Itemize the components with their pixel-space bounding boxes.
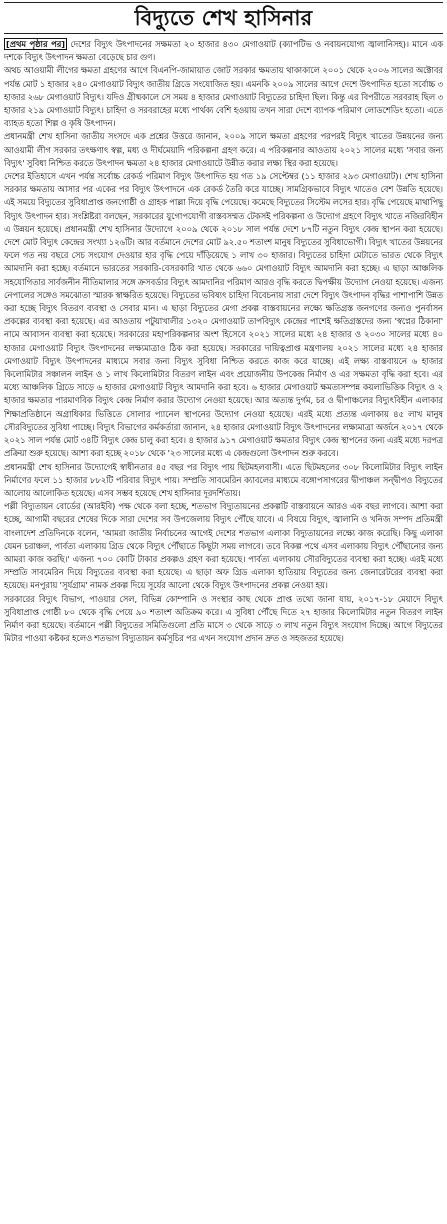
paragraph-7: সরকারের বিদ্যুৎ বিভাগ, পাওয়ার সেল, বিভিন্ন কোম্পানি ও সংস্থার কাছ থেকে প্রাপ্ত তথ্যে জানা যায়, ২০১৭-১৮ মেয়াদে বিদ্যুৎ সুবিধাপ্রাপ্ত গোষ্ঠী ৮০ থেকে বৃদ্ধি পেয়ে ৯০ শতাংশ অতিক্রম করে। এ সুবিধা পৌঁছে দিতে ২৭ হাজার কিলোমিটার নতুন বিতরণ লাইন নির্মাণ করা হয়েছে। বর্তমানে পল্লী বিদ্যুতের সমিতিগুলো প্রতি মাসে ৩ থেকে সাড়ে ৩ লাখ নতুন বিদ্যুৎ সংযোগ দিচ্ছে। আগে বিদ্যুতের মিটার পাওয়া কষ্টকর হলেও শতভাগ বিদ্যুতায়ন কর্মসূচির পর এখন সংযোগ প্রদান দ্রুত ও সহজতর হয়েছে। bbox=[4, 593, 443, 644]
headline-box bbox=[4, 2, 443, 34]
paragraph-6: পল্লী বিদ্যুতায়ন বোর্ডের (আরইবি) পক্ষ থেকে বলা হচ্ছে, শতভাগ বিদ্যুতায়নের প্রকল্পটি বাস্তবায়নে আরও এক বছর লাগবে। আশা করা হচ্ছে, আগামী বছরের শেষের দিকে সারা দেশের সব উপজেলায় বিদ্যুৎ পৌঁছে যাবে। এ বিষয়ে বিদ্যুৎ, জ্বালানি ও খনিজ সম্পদ প্রতিমন্ত্রী বাংলাদেশ প্রতিদিনকে বলেন, 'আমরা জাতীয় নির্বাচনের আগেই দেশের শতভাগ এলাকা বিদ্যুতায়নের লক্ষ্যে কাজ করেছি। কিছু এলাকা যেমন চরাঞ্চল, পার্বত্য এলাকায় গ্রিড থেকে বিদ্যুৎ পৌঁছাতে কিছুটা সময় লাগবে। তবে বিকল্প পথে এসব এলাকায় বিদ্যুৎ পৌঁছানোর জন্য আমরা কাজ করছি।' এজন্য ৭০০ কোটি টাকার প্রকল্পও গ্রহণ করা হয়েছে। পার্বত্য এলাকায় সৌরবিদ্যুতের ব্যবস্থা করা হচ্ছে। এরই মধ্যে সম্প্রতি সাবমেরিন দিয়ে বিদ্যুতের ব্যবস্থা করা হয়েছে। এ ছাড়া অফ গ্রিড এলাকা হাতিয়ায় বিদ্যুতের জন্য জেনারেটরের ব্যবস্থা করা হয়েছে। মনপুরায় 'সূর্যগ্রাম' নামক প্রকল্প দিয়ে সূর্যের আলো থেকে বিদ্যুৎ উৎপাদনের প্রকল্প নেওয়া হয়। bbox=[4, 501, 443, 591]
continued-from-front-page-label: [প্রথম পৃষ্ঠার পর] bbox=[6, 39, 66, 49]
paragraph-3: প্রধানমন্ত্রী শেখ হাসিনা জাতীয় সংসদে এক প্রশ্নের উত্তরে জানান, ২০০৯ সালে ক্ষমতা গ্রহণের পরপরই বিদ্যুৎ খাতের উন্নয়নের জন্য আওয়ামী লীগ সরকার তৎক্ষণাৎ স্বল্প, মধ্য ও দীর্ঘমেয়াদি পরিকল্পনা গ্রহণ করে। এ পরিকল্পনার আওতায় ২০২১ সালের মধ্যে 'সবার জন্য বিদ্যুৎ' সুবিধা নিশ্চিত করতে উৎপাদন ক্ষমতা ২৪ হাজার মেগাওয়াটে উন্নীত করার লক্ষ্য স্থির করা হয়েছে। bbox=[4, 131, 443, 168]
paragraph-1 bbox=[4, 38, 443, 64]
headline: বিদ্যুতে শেখ হাসিনার bbox=[134, 5, 313, 30]
paragraph-text: দেশের বিদ্যুৎ উৎপাদনের সক্ষমতা ২০ হাজার ৪৩০ মেগাওয়াট (ক্যাপটিভ ও নবায়নযোগ্য জ্বালানিসহ)। মানে এক দশকে বিদ্যুৎ উৎপাদন ক্ষমতা বেড়েছে চার গুণ। bbox=[4, 39, 444, 63]
paragraph-2: অথচ আওয়ামী লীগের ক্ষমতা গ্রহণের আগে বিএনপি-জামায়াত জোট সরকার ক্ষমতায় থাকাকালে ২০০১ থেকে ২০০৬ সালের অক্টোবর পর্যন্ত মোট ১ হাজার ২৪০ মেগাওয়াট বিদ্যুৎ জাতীয় গ্রিডে সংযোজিত হয়। এমনকি ২০০৯ সালের আগে দেশে উৎপাদিত হতো সর্বোচ্চ ৩ হাজার ২৬৮ মেগাওয়াট বিদ্যুৎ। যদিও গ্রীষ্মকালে সে সময় ৪ হাজার মেগাওয়াট বিদ্যুতের চাহিদা ছিল। কিন্তু এর বিপরীতে সরবরাহ ছিল ৩ হাজার ২১৯ মেগাওয়াট বিদ্যুৎ। চাহিদা ও সরবরাহের মধ্যে পার্থক্য বেশি হওয়ায় তখন সারা দেশে ব্যাপক পরিমাণ লোডশেডিং হতো। এতে ব্যাহত হতো শিল্প ও কৃষি উৎপাদন। bbox=[4, 65, 443, 129]
paragraph-5: প্রধানমন্ত্রী শেখ হাসিনার উদ্যোগেই স্বাধীনতার ৪৫ বছর পর বিদ্যুৎ পায় ছিটমহলবাসী। এতে ছিটমহলের ৩০৮ কিলোমিটার বিদ্যুৎ লাইন নির্মাণের ফলে ১১ হাজার ৮৮২টি পরিবার বিদ্যুৎ পায়। সম্প্রতি সাবমেরিন ক্যাবলের মাধ্যমে বঙ্গোপসাগরের দ্বীপাঞ্চল সন্দ্বীপও বিদ্যুতের আলোয় আলোকিত হয়েছে। এসব সম্ভব হয়েছে শেখ হাসিনার দূরদর্শিতায়। bbox=[4, 461, 443, 498]
paragraph-4: দেশের ইতিহাসে এখন পর্যন্ত সর্বোচ্চ রেকর্ড পরিমাণ বিদ্যুৎ উৎপাদিত হয় গত ১৯ সেপ্টেম্বর (১১ হাজার ২৯৩ মেগাওয়াট)। শেখ হাসিনা সরকার ক্ষমতায় আসার পর একের পর বিদ্যুৎ উৎপাদনে এক রেকর্ড তৈরি করে যাচ্ছে। সামগ্রিকভাবে বিদ্যুৎ খাতেও বেশ উন্নতি হয়েছে। এই সময়ে বিদ্যুতের সুবিধাপ্রাপ্ত জনগোষ্ঠী ও গ্রাহক পাল্লা দিয়ে বৃদ্ধি পেয়েছে। কমেছে বিদ্যুতের সিস্টেম লসের হার। বৃদ্ধি পেয়েছে মাথাপিছু বিদ্যুৎ উৎপাদন হার। সংশ্লিষ্টরা বলছেন, সরকারের যুগোপযোগী বাস্তবসম্মত টেকসই পরিকল্পনা ও উদ্যোগ গ্রহণে বিদ্যুৎ খাতে নজিরবিহীন এ উন্নয়ন হয়েছে। প্রধানমন্ত্রী শেখ হাসিনার উদ্যোগে ২০০৯ থেকে ২০১৮ সাল পর্যন্ত দেশে ৮৭টি নতুন বিদ্যুৎ কেন্দ্র স্থাপন করা হয়েছে। দেশে মোট বিদ্যুৎ কেন্দ্রের সংখ্যা ১২৬টি। আর বর্তমানে দেশের মোট ৯২.৫০ শতাংশ মানুষ বিদ্যুতের সুবিধাভোগী। বিদ্যুৎ খাতের উন্নয়নের ফলে গত নয় বছরে সেচ সংযোগ দেওয়ার হার বৃদ্ধি পেয়ে দাঁড়িয়েছে ১ লাখ ৩০ হাজার। বিদ্যুতের চাহিদা মেটাতে ভারত থেকে বিদ্যুৎ আমদানি করা হচ্ছে। বর্তমানে ভারতের সরকারি-বেসরকারি খাত থেকে ৬৬০ মেগাওয়াট বিদ্যুৎ আমদানি করা হচ্ছে। এ ছাড়া আঞ্চলিক সহযোগিতার সার্বজনীন নীতিমালার সঙ্গে ক্রসবর্ডার বিদ্যুৎ আমদানির পরিমাণ আরও বৃদ্ধি করতে দ্বিপক্ষীয় উদ্যোগ নেওয়া হয়েছে। এজন্য নেপালের সঙ্গেও সমঝোতা স্মারক স্বাক্ষরিত হয়েছে। বিদ্যুতের ভবিষ্যৎ চাহিদা বিবেচনায় সারা দেশে বিদ্যুৎ উৎপাদন বৃদ্ধির পাশাপাশি উন্নত করা হচ্ছে বিদ্যুৎ বিতরণ ব্যবস্থা ও সেবার মান। এ ছাড়া বিদ্যুতের মেগা প্রকল্প বাস্তবায়নের লক্ষ্যে ক্ষতিগ্রস্ত জনগণের জন্যও পুনর্বাসন প্রকল্পের ব্যবস্থা করা হয়েছে। এর আওতায় পটুয়াখালীর ১৩২০ মেগাওয়াট তাপবিদ্যুৎ কেন্দ্রের পাশেই ক্ষতিগ্রস্তদের জন্য 'স্বপ্নের ঠিকানা' নামে আবাসন ব্যবস্থা করা হয়েছে। সরকারের মহাপরিকল্পনার অংশ হিসেবে ২০২১ সালের মধ্যে ২৪ হাজার ও ২০৩০ সালের মধ্যে ৪০ হাজার মেগাওয়াট বিদ্যুৎ উৎপাদনের লক্ষ্যমাত্রাও ঠিক করা হয়েছে। সরকারের দায়িত্বপ্রাপ্ত মন্ত্রণালয় ২০২১ সালের মধ্যে ২৪ হাজার মেগাওয়াট বিদ্যুৎ উৎপাদনের মাধ্যমে সবার জন্য বিদ্যুৎ সুবিধা নিশ্চিত করতে কাজ করে যাচ্ছে। এই লক্ষ্য বাস্তবায়নে ৬ হাজার কিলোমিটার সঞ্চালন লাইন ও ১ লাখ কিলোমিটার বিতরণ লাইন এবং প্রয়োজনীয় উপকেন্দ্র নির্মাণ ও এর সক্ষমতা বৃদ্ধি করা হবে। এর মধ্যে আঞ্চলিক গ্রিডে সাড়ে ৬ হাজার মেগাওয়াট বিদ্যুৎ আমদানি করা হবে। ৬ হাজার মেগাওয়াট ক্ষমতাসম্পন্ন কয়লাভিত্তিক বিদ্যুৎ ও ২ হাজার ক্ষমতার পারমাণবিক বিদ্যুৎ কেন্দ্র নির্মাণ করার উদ্যোগ নেওয়া হয়েছে। আর অত্যন্ত দুর্গম, চর ও দ্বীপাঞ্চলের বিদ্যুৎবিহীন এলাকার শিক্ষাপ্রতিষ্ঠানে অগ্রাধিকার ভিত্তিতে সোলার প্যানেল স্থাপনের উদ্যোগ নেওয়া হয়েছে। এরই মধ্যে প্রত্যন্ত এলাকায় ৪৫ লাখ মানুষ সৌরবিদ্যুতের সুবিধা পাচ্ছে। বিদ্যুৎ বিভাগের কর্মকর্তারা জানান, ২৪ হাজার মেগাওয়াট বিদ্যুৎ উৎপাদনের লক্ষ্যমাত্রা অর্জনে ২০১৭ থেকে ২০২১ সাল পর্যন্ত মোট ৩৪টি বিদ্যুৎ কেন্দ্র চালু করা হবে। ৪ হাজার ৯১৭ মেগাওয়াট ক্ষমতার বিদ্যুৎ কেন্দ্র স্থাপনের জন্য এরই মধ্যে দরপত্র প্রক্রিয়া শুরু হয়েছে। আশা করা হচ্ছে ২০১৮ থেকে '২৩ সালের মধ্যে এ কেন্দ্রগুলো উৎপাদন শুরু করবে। bbox=[4, 171, 443, 459]
article-body bbox=[4, 38, 443, 645]
